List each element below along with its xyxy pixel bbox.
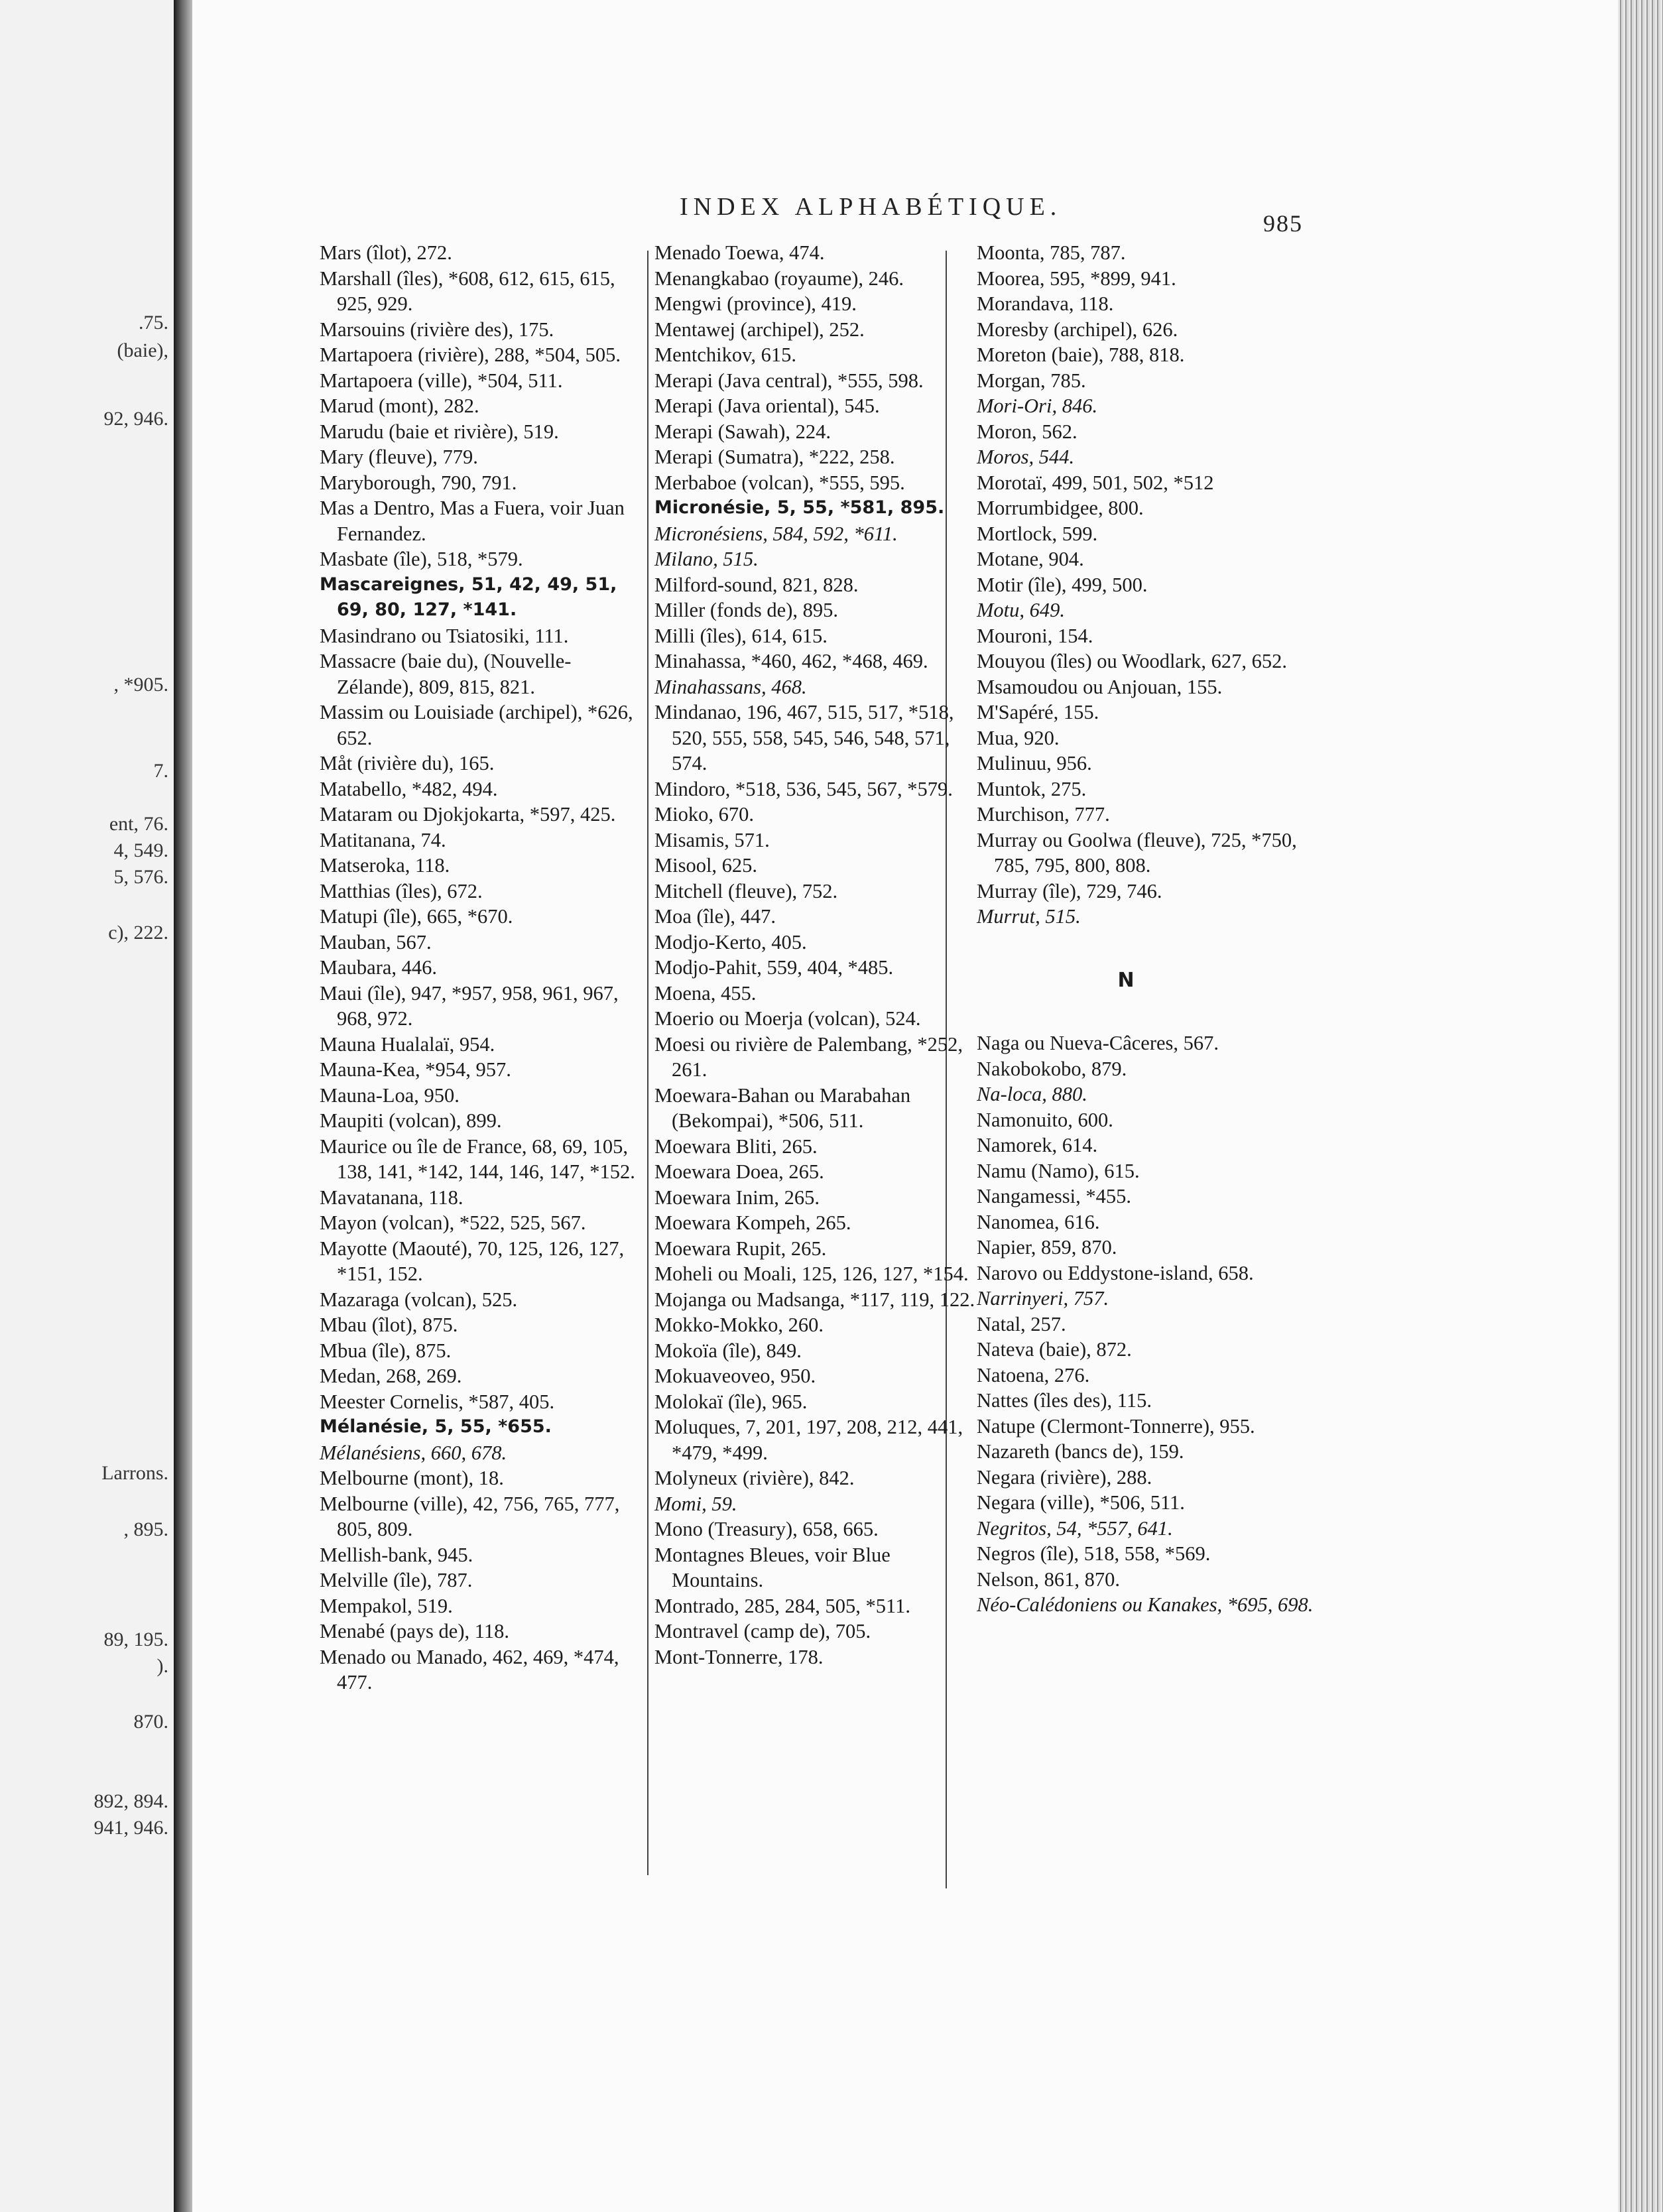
index-entry: Mayotte (Maouté), 70, 125, 126, 127, *151, 152. <box>320 1237 625 1285</box>
index-entry: Marsouins (rivière des), 175. <box>320 318 554 341</box>
index-entry: Maubara, 446. <box>320 956 438 979</box>
index-entry: Mas a Dentro, Mas a Fuera, voir Juan Fernandez. <box>320 497 625 545</box>
index-entry: Merapi (Java oriental), 545. <box>654 395 880 417</box>
index-entry: Marudu (baie et rivière), 519. <box>320 420 559 443</box>
index-entry: Namorek, 614. <box>977 1134 1098 1156</box>
index-entry: Nateva (baie), 872. <box>977 1338 1132 1361</box>
left-fragment-line: .75. <box>139 312 168 334</box>
index-entry: M'Sapéré, 155. <box>977 701 1099 723</box>
left-fragment-line: 89, 195. <box>103 1628 168 1650</box>
index-entry: Nazareth (bancs de), 159. <box>977 1440 1184 1463</box>
index-entry: Moerio ou Moerja (volcan), 524. <box>654 1007 921 1030</box>
index-entry: Moa (île), 447. <box>654 905 776 928</box>
index-entry: Molyneux (rivière), 842. <box>654 1467 855 1489</box>
page-number: 985 <box>1263 210 1303 237</box>
index-entry: Morgan, 785. <box>977 369 1086 392</box>
index-entry: Murrut, 515. <box>977 905 1081 928</box>
index-entry: Matseroka, 118. <box>320 854 450 877</box>
index-entry: Mengwi (province), 419. <box>654 292 857 315</box>
index-entry: Napier, 859, 870. <box>977 1236 1117 1259</box>
index-entry: Mascareignes, 51, 42, 49, 51, 69, 80, 127, *141. <box>320 574 617 620</box>
index-entry: Matabello, *482, 494. <box>320 777 498 800</box>
index-entry: Moewara Kompeh, 265. <box>654 1211 851 1234</box>
index-entry: Moesi ou rivière de Palembang, *252, 261. <box>654 1032 963 1081</box>
index-entry: Milli (îles), 614, 615. <box>654 624 828 647</box>
index-entry: Meester Cornelis, *587, 405. <box>320 1390 555 1413</box>
index-entry: Måt (rivière du), 165. <box>320 752 495 774</box>
index-entry: Maurice ou île de France, 68, 69, 105, 138, 141, *142, 144, 146, 147, *152. <box>320 1135 635 1183</box>
left-fragment-line: 5, 576. <box>113 866 168 888</box>
index-entry: Mont-Tonnerre, 178. <box>654 1645 824 1668</box>
index-entry: Mavatanana, 118. <box>320 1186 463 1209</box>
index-entry: Merapi (Java central), *555, 598. <box>654 369 924 392</box>
section-letter: N <box>1117 968 1135 992</box>
index-entry: Menado ou Manado, 462, 469, *474, 477. <box>320 1645 619 1693</box>
index-entry: Mauna-Kea, *954, 957. <box>320 1058 511 1081</box>
index-entry: Modjo-Kerto, 405. <box>654 930 807 953</box>
index-entry: Natoena, 276. <box>977 1363 1090 1386</box>
index-entry: Mojanga ou Madsanga, *117, 119, 122. <box>654 1288 975 1311</box>
index-entry: Milford-sound, 821, 828. <box>654 573 859 596</box>
index-entry: Mayon (volcan), *522, 525, 567. <box>320 1211 586 1234</box>
index-entry: Masbate (île), 518, *579. <box>320 548 523 570</box>
index-entry: Milano, 515. <box>654 548 759 570</box>
index-entry: Mauna Hualalaï, 954. <box>320 1032 495 1056</box>
index-entry: Nattes (îles des), 115. <box>977 1389 1152 1412</box>
index-entry: Murray (île), 729, 746. <box>977 879 1162 902</box>
index-entry: Mentchikov, 615. <box>654 343 797 366</box>
index-entry: Msamoudou ou Anjouan, 155. <box>977 675 1223 698</box>
index-entry: Micronésiens, 584, 592, *611. <box>654 522 898 545</box>
index-entry: Murray ou Goolwa (fleuve), 725, *750, 785, 795, 800, 808. <box>977 828 1297 877</box>
index-entry: Narrinyeri, 757. <box>977 1287 1109 1310</box>
index-entry: Mataram ou Djokjokarta, *597, 425. <box>320 803 616 826</box>
left-fragment-line: , *905. <box>113 674 168 696</box>
index-entry: Muntok, 275. <box>977 777 1087 800</box>
left-fragment-line: c), 222. <box>108 922 168 944</box>
index-entry: Medan, 268, 269. <box>320 1365 462 1387</box>
index-entry: Mua, 920. <box>977 726 1060 749</box>
index-entry: Mindanao, 196, 467, 515, 517, *518, 520, 555, 558, 545, 546, 548, 571, 574. <box>654 701 954 774</box>
page-edges <box>1618 0 1663 2212</box>
index-entry: Nanomea, 616. <box>977 1210 1100 1233</box>
index-entry: Menabé (pays de), 118. <box>320 1620 509 1642</box>
index-entry: Montrado, 285, 284, 505, *511. <box>654 1594 911 1617</box>
index-entry: Moena, 455. <box>654 981 757 1005</box>
index-entry: Negara (ville), *506, 511. <box>977 1491 1185 1514</box>
index-entry: Mulinuu, 956. <box>977 752 1092 774</box>
index-entry: Melbourne (mont), 18. <box>320 1467 504 1489</box>
index-entry: Na-loca, 880. <box>977 1083 1087 1105</box>
index-entry: Moreton (baie), 788, 818. <box>977 343 1185 366</box>
index-entry: Moonta, 785, 787. <box>977 241 1126 264</box>
left-fragment-line: 892, 894. <box>93 1790 168 1812</box>
index-entry: Mokuaveoveo, 950. <box>654 1365 816 1387</box>
index-entry: Moros, 544. <box>977 446 1075 468</box>
index-entry: Nakobokobo, 879. <box>977 1057 1127 1080</box>
index-entry: Mioko, 670. <box>654 803 754 826</box>
index-entry: Negara (rivière), 288. <box>977 1465 1152 1489</box>
index-entry: Melville (île), 787. <box>320 1569 473 1591</box>
index-entry: Namu (Namo), 615. <box>977 1159 1140 1182</box>
index-entry: Natupe (Clermont-Tonnerre), 955. <box>977 1414 1255 1438</box>
left-fragment-line: 92, 946. <box>103 408 168 430</box>
index-entry: Maui (île), 947, *957, 958, 961, 967, 968, 972. <box>320 981 619 1030</box>
index-entry: Mouyou (îles) ou Woodlark, 627, 652. <box>977 650 1287 672</box>
index-entry: Moron, 562. <box>977 420 1078 443</box>
index-entry: Micronésie, 5, 55, *581, 895. <box>654 497 945 518</box>
index-entry: Miller (fonds de), 895. <box>654 599 838 621</box>
index-entry: Misamis, 571. <box>654 828 770 851</box>
index-entry: Mellish-bank, 945. <box>320 1543 473 1566</box>
index-entry: Massacre (baie du), (Nouvelle-Zélande), 809, 815, 821. <box>320 650 572 698</box>
index-entry: Montagnes Bleues, voir Blue Mountains. <box>654 1543 891 1591</box>
left-fragment-line: ent, 76. <box>109 813 168 835</box>
index-entry: Negros (île), 518, 558, *569. <box>977 1542 1211 1565</box>
index-entry: Moewara Bliti, 265. <box>654 1135 818 1158</box>
index-entry: Nangamessi, *455. <box>977 1185 1131 1207</box>
index-entry: Mélanésie, 5, 55, *655. <box>320 1416 552 1437</box>
index-entry: Nelson, 861, 870. <box>977 1567 1121 1591</box>
index-entry: Molokaï (île), 965. <box>654 1390 808 1413</box>
index-entry: Mokko-Mokko, 260. <box>654 1314 824 1336</box>
index-entry: Merapi (Sawah), 224. <box>654 420 831 443</box>
index-entry: Masindrano ou Tsiatosiki, 111. <box>320 624 569 647</box>
facing-page-fragment <box>0 0 174 2212</box>
index-entry: Néo-Calédoniens ou Kanakes, *695, 698. <box>977 1593 1314 1616</box>
index-entry: Matthias (îles), 672. <box>320 879 483 902</box>
index-entry: Moresby (archipel), 626. <box>977 318 1178 341</box>
index-entry: Mentawej (archipel), 252. <box>654 318 865 341</box>
index-entry: Moorea, 595, *899, 941. <box>977 267 1176 290</box>
index-entry: Maryborough, 790, 791. <box>320 471 517 494</box>
index-entry: Menangkabao (royaume), 246. <box>654 267 904 290</box>
left-fragment-line: Larrons. <box>101 1462 168 1484</box>
index-entry: Moewara Doea, 265. <box>654 1160 824 1183</box>
index-entry: Moluques, 7, 201, 197, 208, 212, 441, *479, *499. <box>654 1416 963 1464</box>
index-column-1 <box>320 240 641 1695</box>
index-entry: Namonuito, 600. <box>977 1108 1113 1131</box>
index-entry: Mars (îlot), 272. <box>320 241 452 264</box>
index-entry: Murchison, 777. <box>977 803 1110 826</box>
index-entry: Mbau (îlot), 875. <box>320 1314 458 1336</box>
running-head: INDEX ALPHABÉTIQUE. <box>680 193 1062 221</box>
index-entry: Mindoro, *518, 536, 545, 567, *579. <box>654 777 953 800</box>
index-entry: Mokoïa (île), 849. <box>654 1339 802 1362</box>
index-entry: Maupiti (volcan), 899. <box>320 1109 502 1132</box>
index-entry: Merapi (Sumatra), *222, 258. <box>654 446 895 468</box>
index-entry: Martapoera (rivière), 288, *504, 505. <box>320 343 621 366</box>
index-column-3 <box>977 240 1315 1618</box>
index-entry: Moewara Inim, 265. <box>654 1186 820 1209</box>
index-entry: Motane, 904. <box>977 548 1084 570</box>
index-entry: Mori-Ori, 846. <box>977 395 1098 417</box>
index-entry: Montravel (camp de), 705. <box>654 1620 871 1642</box>
left-fragment-line: , 895. <box>123 1518 168 1540</box>
index-entry: Modjo-Pahit, 559, 404, *485. <box>654 956 894 979</box>
index-entry: Motir (île), 499, 500. <box>977 573 1148 596</box>
index-entry: Motu, 649. <box>977 599 1066 621</box>
left-fragment-line: 4, 549. <box>113 839 168 861</box>
index-entry: Matitanana, 74. <box>320 828 446 851</box>
index-entry: Moewara Rupit, 265. <box>654 1237 827 1260</box>
index-entry: Mortlock, 599. <box>977 522 1098 545</box>
index-entry: Matupi (île), 665, *670. <box>320 905 513 928</box>
left-fragment-line: 941, 946. <box>93 1817 168 1839</box>
index-entry: Momi, 59. <box>654 1492 737 1515</box>
left-fragment-line: 870. <box>133 1711 168 1733</box>
index-entry: Misool, 625. <box>654 854 758 877</box>
index-entry: Negritos, 54, *557, 641. <box>977 1516 1173 1540</box>
left-fragment-line: (baie), <box>117 339 168 361</box>
index-entry: Mbua (île), 875. <box>320 1339 452 1362</box>
index-entry: Morrumbidgee, 800. <box>977 497 1144 519</box>
index-entry: Merbaboe (volcan), *555, 595. <box>654 471 905 494</box>
index-entry: Mauban, 567. <box>320 930 432 953</box>
index-entry: Natal, 257. <box>977 1312 1066 1335</box>
index-column-2 <box>654 240 977 1670</box>
index-entry: Marud (mont), 282. <box>320 395 479 417</box>
index-entry: Mempakol, 519. <box>320 1594 453 1617</box>
index-entry: Mélanésiens, 660, 678. <box>320 1441 507 1464</box>
column-rule <box>647 251 648 1875</box>
index-page <box>192 0 1618 2212</box>
index-entry: Morandava, 118. <box>977 292 1114 315</box>
index-entry: Narovo ou Eddystone-island, 658. <box>977 1261 1254 1284</box>
index-entry: Melbourne (ville), 42, 756, 765, 777, 805, 809. <box>320 1492 620 1540</box>
left-fragment-line: ). <box>156 1655 168 1677</box>
index-entry: Naga ou Nueva-Câceres, 567. <box>977 1032 1219 1054</box>
index-entry: Mauna-Loa, 950. <box>320 1083 460 1107</box>
index-entry: Mary (fleuve), 779. <box>320 446 478 468</box>
index-entry: Moheli ou Moali, 125, 126, 127, *154. <box>654 1262 969 1285</box>
left-fragment-line: 7. <box>153 760 168 782</box>
index-entry: Menado Toewa, 474. <box>654 241 825 264</box>
index-entry: Mouroni, 154. <box>977 624 1093 647</box>
index-entry: Marshall (îles), *608, 612, 615, 615, 925, 929. <box>320 267 615 315</box>
index-entry: Mazaraga (volcan), 525. <box>320 1288 518 1311</box>
index-entry: Mitchell (fleuve), 752. <box>654 879 838 902</box>
index-entry: Massim ou Louisiade (archipel), *626, 652. <box>320 701 633 749</box>
index-entry: Mono (Treasury), 658, 665. <box>654 1518 879 1540</box>
index-entry: Moewara-Bahan ou Marabahan (Bekompai), *506, 511. <box>654 1083 911 1132</box>
index-entry: Martapoera (ville), *504, 511. <box>320 369 563 392</box>
index-entry: Morotaï, 499, 501, 502, *512 <box>977 471 1214 494</box>
book-gutter <box>174 0 192 2212</box>
index-entry: Minahassa, *460, 462, *468, 469. <box>654 650 928 672</box>
index-entry: Minahassans, 468. <box>654 675 807 698</box>
